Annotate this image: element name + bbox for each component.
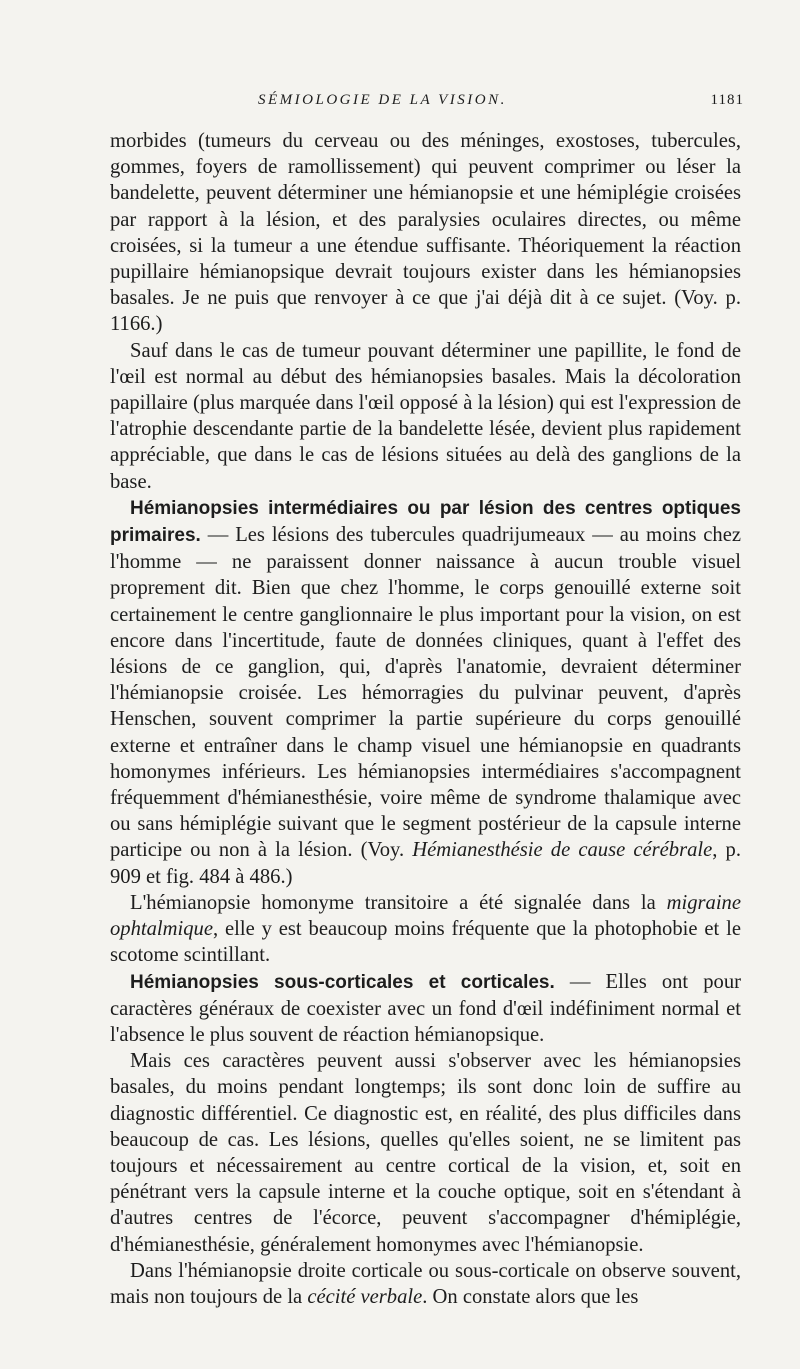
cross-reference: Hémianesthésie de cause cérébrale <box>412 839 713 862</box>
running-title: SÉMIOLOGIE DE LA VISION. <box>258 92 507 108</box>
paragraph-diagnostic <box>110 1048 741 1258</box>
paragraph-text: — Elles ont pour caractères généraux de coexister avec un fond d'œil indéfiniment normal et l'absence le plus souvent de réaction hémianopsique. <box>110 970 741 1046</box>
paragraph-text: , p. 909 et fig. 484 à 486.) <box>110 839 741 888</box>
page-number: 1181 <box>710 92 744 108</box>
paragraph-text: morbides (tumeurs du cerveau ou des méninges, exostoses, tubercules, gommes, foyers de ramollissement) qui peuvent comprimer ou léser la bandelette, peuvent déterminer une hémianopsie et une hémiplégie croisées par rapport à la lésion, et des paralysies oculaires directes, ou même croisées, si la tumeur a une étendue suffisante. Théoriquement la réaction pupillaire hémianopsique devrait toujours exister dans les hémianopsies basales. Je ne puis que renvoyer à ce que j'ai déjà dit à ce sujet. (Voy. p. 1166.) <box>110 130 741 336</box>
paragraph-migraine <box>110 890 741 969</box>
paragraph-intermediaires <box>110 495 741 890</box>
paragraph-cecite <box>110 1258 741 1310</box>
paragraph-corticales <box>110 969 741 1049</box>
emphasis: migraine ophtalmique <box>110 891 741 941</box>
paragraph-text: L'hémianopsie homonyme transitoire a été signalée dans la <box>130 891 667 914</box>
emphasis: cécité verbale <box>307 1285 423 1308</box>
paragraph-continued <box>110 128 741 338</box>
paragraph-text: — Les lésions des tubercules quadrijumeaux — au moins chez l'homme — ne paraissent donner naissance à aucun trouble visuel proprement dit. Bien que chez l'homme, le corps genouillé externe soit certainement le centre ganglionnaire le plus important pour la vision, on est encore dans l'incertitude, faute de données cliniques, quant à l'effet des lésions de ce ganglion, qui, d'après l'anatomie, devraient déterminer l'hémianopsie croisée. Les hémorragies du pulvinar peuvent, d'après Henschen, souvent comprimer la partie supérieure du corps genouillé externe et entraîner dans le champ visuel une hémianopsie en quadrants homonymes inférieurs. Les hémianopsies intermédiaires s'accompagnent fréquemment d'hémianesthésie, voire même de syndrome thalamique avec ou sans hémiplégie suivant que le segment postérieur de la capsule interne participe ou non à la lésion. (Voy. <box>110 524 741 862</box>
body-text <box>110 128 741 1310</box>
section-heading: Hémianopsies intermédiaires ou par lésion des centres optiques primaires. <box>110 497 741 547</box>
running-head <box>258 92 744 118</box>
section-heading: Hémianopsies sous-corticales et corticales. <box>130 971 555 993</box>
paragraph-fond-oeil <box>110 338 741 495</box>
paragraph-text: , elle y est beaucoup moins fréquente que la photophobie et le scotome scintillant. <box>110 918 741 967</box>
paragraph-text: . On constate alors que les <box>422 1285 639 1308</box>
paragraph-text: Dans l'hémianopsie droite corticale ou sous-corticale on observe souvent, mais non toujours de la <box>110 1259 741 1308</box>
paragraph-text: Mais ces caractères peuvent aussi s'observer avec les hémianopsies basales, du moins pendant longtemps; ils sont donc loin de suffire au diagnostic différentiel. Ce diagnostic est, en réalité, des plus difficiles dans beaucoup de cas. Les lésions, quelles qu'elles soient, ne se limitent pas toujours et nécessairement au centre cortical de la vision, et, soit en pénétrant vers la capsule interne et la couche optique, soit en s'étendant à d'autres centres de l'écorce, peuvent s'accompagner d'hémiplégie, d'hémianesthésie, généralement homonymes avec l'hémianopsie. <box>110 1050 741 1256</box>
paragraph-text: Sauf dans le cas de tumeur pouvant déterminer une papillite, le fond de l'œil est normal au début des hémianopsies basales. Mais la décoloration papillaire (plus marquée dans l'œil opposé à la lésion) qui est l'expression de l'atrophie descendante partie de la bandelette lésée, devient plus rapidement appréciable, que dans le cas de lésions situées au delà des ganglions de la base. <box>110 339 741 493</box>
